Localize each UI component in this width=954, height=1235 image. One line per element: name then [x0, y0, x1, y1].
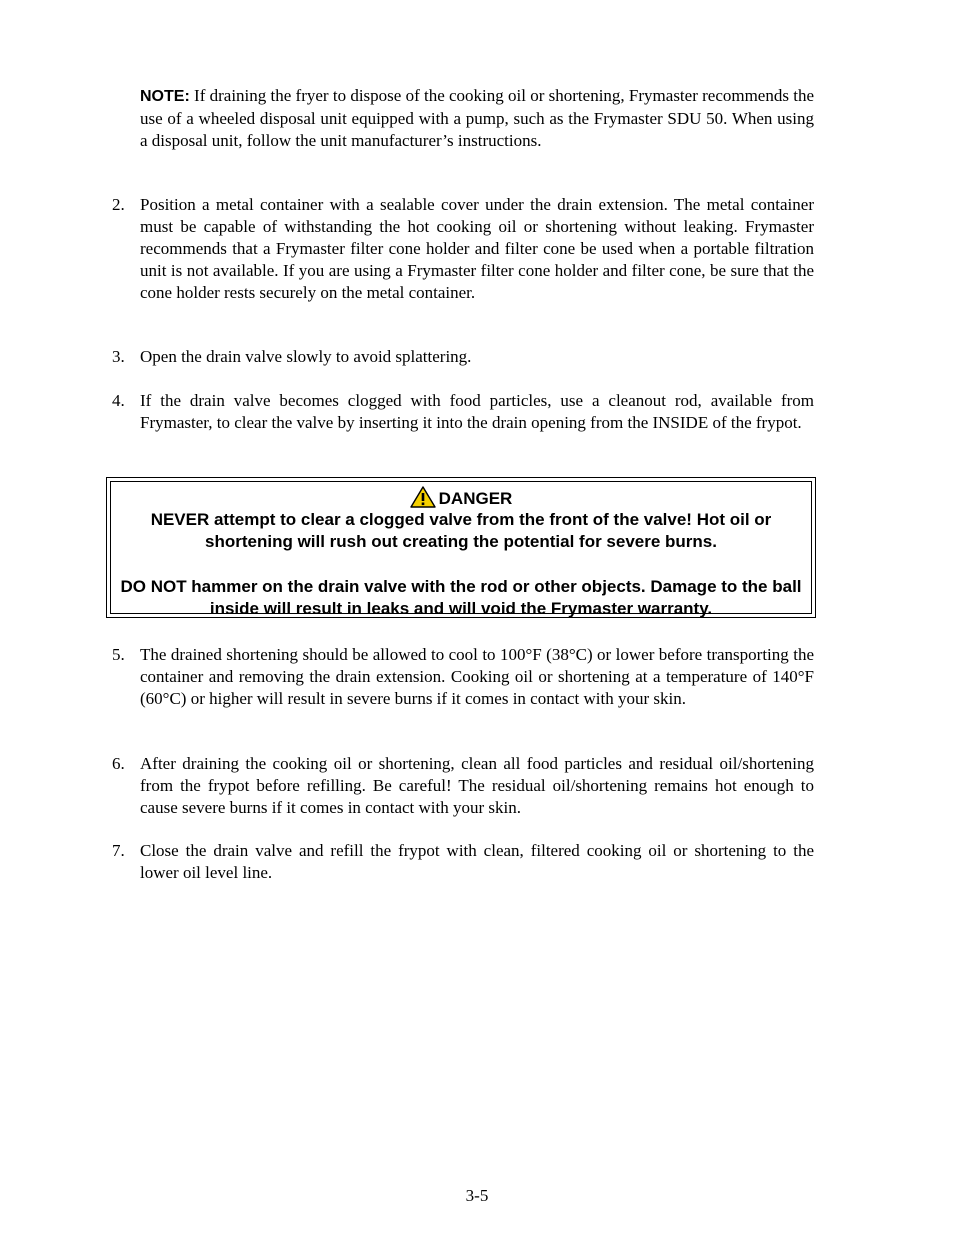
step-text: The drained shortening should be allowed to cool to 100°F (38°C) or lower before transporting the container and removing the drain extension. Cooking oil or shortening at a temperature of 140°F (60°C) or higher will result in severe burns if it comes in contact with your skin. — [140, 645, 814, 708]
note-paragraph — [140, 85, 814, 152]
step-text: Close the drain valve and refill the frypot with clean, filtered cooking oil or shortening to the lower oil level line. — [140, 841, 814, 882]
step-number: 6. — [112, 754, 125, 773]
step-2 — [112, 194, 814, 304]
step-text: After draining the cooking oil or shortening, clean all food particles and residual oil/shortening from the frypot before refilling. Be careful! The residual oil/shortening remains hot enough to cause severe burns if it comes in contact with your skin. — [140, 754, 814, 817]
step-number: 3. — [112, 347, 125, 366]
step-number: 5. — [112, 645, 125, 664]
warning-triangle-icon — [410, 486, 436, 508]
danger-box-inner-border — [110, 481, 812, 618]
danger-paragraph-1: NEVER attempt to clear a clogged valve from the front of the valve! Hot oil or shortening will rush out creating the potential for severe burns. — [150, 510, 772, 551]
note-label: NOTE: — [140, 88, 190, 105]
step-text: Position a metal container with a sealable cover under the drain extension. The metal container must be capable of withstanding the hot cooking oil or shortening without leaking. Frymaster recommends that a Frymaster filter cone holder and filter cone be used when a portable filtration unit is not available. If you are using a Frymaster filter cone holder and filter cone, be sure that the cone holder rests securely on the metal container. — [140, 195, 814, 302]
danger-heading — [111, 486, 811, 510]
step-4 — [112, 390, 814, 434]
note-text: If draining the fryer to dispose of the cooking oil or shortening, Frymaster recommends the use of a wheeled disposal unit equipped with a pump, such as the Frymaster SDU 50. When using a disposal unit, follow the unit manufacturer’s instructions. — [140, 86, 814, 150]
step-7 — [112, 840, 814, 884]
page-number: 3-5 — [465, 1186, 489, 1205]
step-6 — [112, 753, 814, 819]
step-number: 4. — [112, 391, 125, 410]
step-3 — [112, 346, 814, 368]
step-number: 2. — [112, 195, 125, 214]
danger-paragraph-2: DO NOT hammer on the drain valve with the rod or other objects. Damage to the ball inside will result in leaks and will void the Frymaster warranty. — [120, 577, 802, 618]
danger-title: DANGER — [438, 489, 513, 508]
danger-box — [106, 477, 816, 618]
step-text: If the drain valve becomes clogged with food particles, use a cleanout rod, available from Frymaster, to clear the valve by inserting it into the drain opening from the INSIDE of the frypot. — [140, 391, 814, 432]
step-text: Open the drain valve slowly to avoid splattering. — [140, 347, 472, 366]
step-number: 7. — [112, 841, 125, 860]
step-5 — [112, 644, 814, 710]
